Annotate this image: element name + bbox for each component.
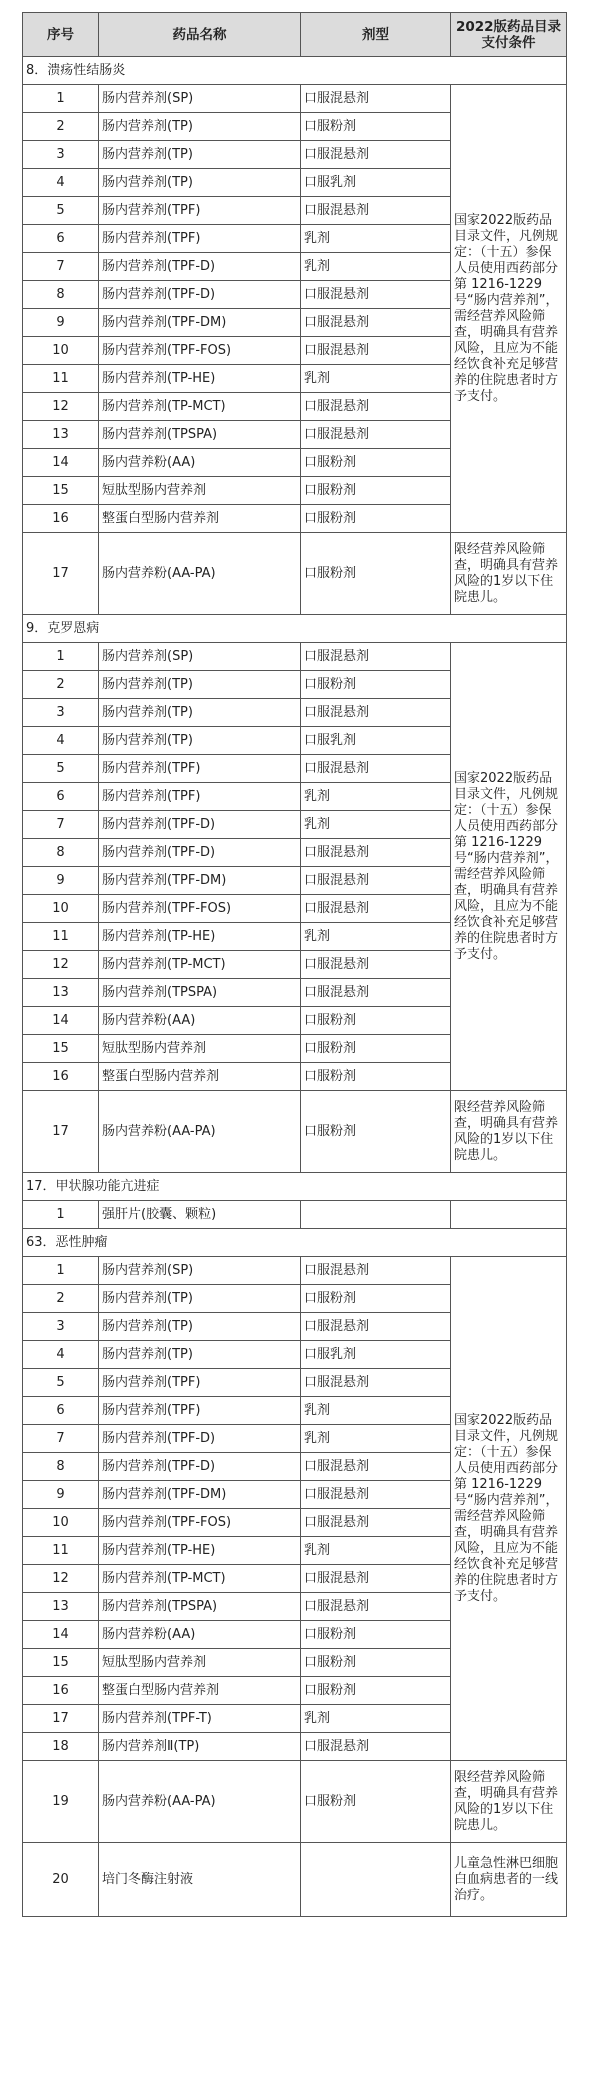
dosage-form: 乳剂	[301, 225, 451, 253]
row-number: 7	[23, 1425, 99, 1453]
table-row	[23, 1843, 567, 1917]
row-number: 13	[23, 979, 99, 1007]
drug-name: 肠内营养剂(SP)	[99, 85, 301, 113]
drug-list-table	[22, 12, 567, 1917]
drug-name: 肠内营养剂(TPF-FOS)	[99, 1509, 301, 1537]
dosage-form: 口服混悬剂	[301, 699, 451, 727]
dosage-form: 乳剂	[301, 1397, 451, 1425]
row-number: 9	[23, 309, 99, 337]
table-row	[23, 1257, 567, 1285]
dosage-form: 口服粉剂	[301, 113, 451, 141]
dosage-form: 口服混悬剂	[301, 1257, 451, 1285]
row-number: 13	[23, 421, 99, 449]
dosage-form: 口服乳剂	[301, 727, 451, 755]
dosage-form: 口服混悬剂	[301, 141, 451, 169]
drug-name: 肠内营养剂(TP-HE)	[99, 923, 301, 951]
dosage-form: 乳剂	[301, 811, 451, 839]
header-no: 序号	[23, 13, 99, 57]
dosage-form: 口服粉剂	[301, 1649, 451, 1677]
row-number: 12	[23, 951, 99, 979]
drug-name: 肠内营养剂(TP-HE)	[99, 365, 301, 393]
section-header-row	[23, 615, 567, 643]
row-number: 11	[23, 1537, 99, 1565]
row-number: 20	[23, 1843, 99, 1917]
drug-name: 肠内营养剂(TPF-T)	[99, 1705, 301, 1733]
drug-name: 肠内营养剂(TP)	[99, 1341, 301, 1369]
drug-name: 肠内营养剂(TP-MCT)	[99, 1565, 301, 1593]
dosage-form: 口服粉剂	[301, 1285, 451, 1313]
section-header-row	[23, 57, 567, 85]
drug-name: 肠内营养剂(TPF-D)	[99, 281, 301, 309]
drug-name: 短肽型肠内营养剂	[99, 1649, 301, 1677]
dosage-form: 口服混悬剂	[301, 1593, 451, 1621]
drug-name: 肠内营养剂(TP)	[99, 699, 301, 727]
table-row	[23, 85, 567, 113]
row-number: 16	[23, 1677, 99, 1705]
payment-condition: 国家2022版药品目录文件，凡例规定：（十五）参保人员使用西药部分第 1216-1229 号“肠内营养剂”，需经营养风险筛查，明确具有营养风险，且应为不能经饮食补充足够营养的住院患者时方予支付。	[451, 85, 567, 533]
drug-name: 肠内营养剂(TPF)	[99, 1369, 301, 1397]
row-number: 11	[23, 923, 99, 951]
table-body	[23, 57, 567, 1917]
drug-name: 肠内营养剂(TPF-DM)	[99, 867, 301, 895]
drug-name: 肠内营养剂(TP)	[99, 1285, 301, 1313]
row-number: 1	[23, 1201, 99, 1229]
drug-name: 肠内营养剂(TP)	[99, 1313, 301, 1341]
dosage-form: 口服混悬剂	[301, 337, 451, 365]
drug-name: 肠内营养剂(TP)	[99, 671, 301, 699]
drug-name: 肠内营养粉(AA)	[99, 1007, 301, 1035]
row-number: 2	[23, 113, 99, 141]
drug-name: 强肝片(胶囊、颗粒)	[99, 1201, 301, 1229]
row-number: 2	[23, 1285, 99, 1313]
row-number: 6	[23, 783, 99, 811]
section-title: 8．溃疡性结肠炎	[23, 57, 567, 85]
drug-name: 肠内营养剂(TPF-D)	[99, 839, 301, 867]
row-number: 1	[23, 85, 99, 113]
drug-name: 肠内营养剂Ⅱ(TP)	[99, 1733, 301, 1761]
dosage-form: 口服粉剂	[301, 449, 451, 477]
drug-name: 整蛋白型肠内营养剂	[99, 505, 301, 533]
row-number: 19	[23, 1761, 99, 1843]
drug-name: 肠内营养剂(TP-HE)	[99, 1537, 301, 1565]
dosage-form: 口服混悬剂	[301, 1481, 451, 1509]
dosage-form: 口服粉剂	[301, 1761, 451, 1843]
drug-name: 肠内营养剂(TPF)	[99, 197, 301, 225]
dosage-form	[301, 1843, 451, 1917]
row-number: 12	[23, 393, 99, 421]
header-name: 药品名称	[99, 13, 301, 57]
dosage-form: 口服粉剂	[301, 1677, 451, 1705]
dosage-form: 口服粉剂	[301, 1621, 451, 1649]
drug-name: 培门冬酶注射液	[99, 1843, 301, 1917]
drug-name: 肠内营养粉(AA-PA)	[99, 1761, 301, 1843]
row-number: 16	[23, 505, 99, 533]
row-number: 17	[23, 1705, 99, 1733]
payment-condition	[451, 1201, 567, 1229]
drug-name: 肠内营养剂(TPF)	[99, 225, 301, 253]
dosage-form: 口服混悬剂	[301, 1509, 451, 1537]
drug-name: 短肽型肠内营养剂	[99, 1035, 301, 1063]
drug-name: 肠内营养粉(AA-PA)	[99, 533, 301, 615]
table-row	[23, 643, 567, 671]
row-number: 8	[23, 281, 99, 309]
row-number: 10	[23, 895, 99, 923]
dosage-form: 口服乳剂	[301, 169, 451, 197]
section-title: 63．恶性肿瘤	[23, 1229, 567, 1257]
dosage-form: 口服粉剂	[301, 477, 451, 505]
dosage-form: 口服混悬剂	[301, 85, 451, 113]
dosage-form: 口服混悬剂	[301, 1369, 451, 1397]
payment-condition: 国家2022版药品目录文件，凡例规定：（十五）参保人员使用西药部分第 1216-1229 号“肠内营养剂”，需经营养风险筛查，明确具有营养风险，且应为不能经饮食补充足够营养的住院患者时方予支付。	[451, 1257, 567, 1761]
drug-name: 肠内营养剂(TPF)	[99, 783, 301, 811]
drug-name: 肠内营养剂(TPF-D)	[99, 1425, 301, 1453]
table-row	[23, 533, 567, 615]
row-number: 13	[23, 1593, 99, 1621]
row-number: 10	[23, 1509, 99, 1537]
dosage-form: 口服混悬剂	[301, 421, 451, 449]
row-number: 4	[23, 727, 99, 755]
drug-name: 肠内营养剂(SP)	[99, 1257, 301, 1285]
row-number: 14	[23, 1007, 99, 1035]
dosage-form: 乳剂	[301, 1705, 451, 1733]
drug-name: 肠内营养剂(TPF)	[99, 755, 301, 783]
dosage-form: 口服混悬剂	[301, 393, 451, 421]
table-row	[23, 1091, 567, 1173]
section-header-row	[23, 1229, 567, 1257]
dosage-form: 口服粉剂	[301, 1007, 451, 1035]
row-number: 14	[23, 1621, 99, 1649]
drug-name: 肠内营养剂(TPF-D)	[99, 1453, 301, 1481]
row-number: 7	[23, 811, 99, 839]
drug-name: 肠内营养剂(TP)	[99, 141, 301, 169]
drug-name: 整蛋白型肠内营养剂	[99, 1063, 301, 1091]
row-number: 5	[23, 1369, 99, 1397]
row-number: 15	[23, 1035, 99, 1063]
dosage-form	[301, 1201, 451, 1229]
drug-name: 肠内营养剂(TPSPA)	[99, 979, 301, 1007]
table-header-row	[23, 13, 567, 57]
row-number: 14	[23, 449, 99, 477]
dosage-form: 乳剂	[301, 783, 451, 811]
payment-condition: 儿童急性淋巴细胞白血病患者的一线治疗。	[451, 1843, 567, 1917]
row-number: 18	[23, 1733, 99, 1761]
dosage-form: 口服混悬剂	[301, 281, 451, 309]
dosage-form: 口服混悬剂	[301, 895, 451, 923]
row-number: 8	[23, 839, 99, 867]
drug-name: 肠内营养剂(TP-MCT)	[99, 951, 301, 979]
drug-name: 肠内营养剂(TP-MCT)	[99, 393, 301, 421]
row-number: 10	[23, 337, 99, 365]
section-title: 17．甲状腺功能亢进症	[23, 1173, 567, 1201]
row-number: 16	[23, 1063, 99, 1091]
dosage-form: 口服混悬剂	[301, 1313, 451, 1341]
row-number: 15	[23, 477, 99, 505]
dosage-form: 乳剂	[301, 1537, 451, 1565]
drug-name: 肠内营养粉(AA-PA)	[99, 1091, 301, 1173]
row-number: 3	[23, 141, 99, 169]
drug-name: 肠内营养粉(AA)	[99, 1621, 301, 1649]
dosage-form: 口服混悬剂	[301, 1565, 451, 1593]
drug-name: 肠内营养剂(TP)	[99, 113, 301, 141]
table-row	[23, 1761, 567, 1843]
drug-name: 整蛋白型肠内营养剂	[99, 1677, 301, 1705]
dosage-form: 口服混悬剂	[301, 951, 451, 979]
row-number: 3	[23, 699, 99, 727]
row-number: 11	[23, 365, 99, 393]
dosage-form: 乳剂	[301, 365, 451, 393]
payment-condition: 限经营养风险筛查，明确具有营养风险的1岁以下住院患儿。	[451, 533, 567, 615]
row-number: 6	[23, 225, 99, 253]
row-number: 1	[23, 643, 99, 671]
row-number: 6	[23, 1397, 99, 1425]
section-title: 9．克罗恩病	[23, 615, 567, 643]
drug-name: 肠内营养剂(TPF-FOS)	[99, 895, 301, 923]
dosage-form: 口服粉剂	[301, 533, 451, 615]
dosage-form: 口服混悬剂	[301, 309, 451, 337]
row-number: 3	[23, 1313, 99, 1341]
dosage-form: 乳剂	[301, 923, 451, 951]
header-form: 剂型	[301, 13, 451, 57]
drug-name: 肠内营养剂(TPSPA)	[99, 1593, 301, 1621]
dosage-form: 口服粉剂	[301, 1035, 451, 1063]
dosage-form: 口服乳剂	[301, 1341, 451, 1369]
drug-name: 肠内营养粉(AA)	[99, 449, 301, 477]
drug-name: 肠内营养剂(TPF-D)	[99, 811, 301, 839]
row-number: 7	[23, 253, 99, 281]
row-number: 9	[23, 1481, 99, 1509]
drug-name: 短肽型肠内营养剂	[99, 477, 301, 505]
row-number: 17	[23, 533, 99, 615]
row-number: 17	[23, 1091, 99, 1173]
row-number: 4	[23, 169, 99, 197]
row-number: 8	[23, 1453, 99, 1481]
dosage-form: 口服混悬剂	[301, 867, 451, 895]
payment-condition: 国家2022版药品目录文件，凡例规定：（十五）参保人员使用西药部分第 1216-1229 号“肠内营养剂”，需经营养风险筛查，明确具有营养风险，且应为不能经饮食补充足够营养的住院患者时方予支付。	[451, 643, 567, 1091]
row-number: 15	[23, 1649, 99, 1677]
row-number: 12	[23, 1565, 99, 1593]
row-number: 9	[23, 867, 99, 895]
section-header-row	[23, 1173, 567, 1201]
row-number: 1	[23, 1257, 99, 1285]
drug-name: 肠内营养剂(TPF-D)	[99, 253, 301, 281]
dosage-form: 口服混悬剂	[301, 643, 451, 671]
row-number: 2	[23, 671, 99, 699]
dosage-form: 口服混悬剂	[301, 755, 451, 783]
row-number: 5	[23, 755, 99, 783]
drug-name: 肠内营养剂(TP)	[99, 169, 301, 197]
dosage-form: 口服混悬剂	[301, 1733, 451, 1761]
drug-name: 肠内营养剂(TP)	[99, 727, 301, 755]
row-number: 5	[23, 197, 99, 225]
dosage-form: 口服混悬剂	[301, 839, 451, 867]
dosage-form: 口服粉剂	[301, 1091, 451, 1173]
drug-name: 肠内营养剂(SP)	[99, 643, 301, 671]
dosage-form: 口服混悬剂	[301, 979, 451, 1007]
header-condition: 2022版药品目录支付条件	[451, 13, 567, 57]
dosage-form: 口服粉剂	[301, 671, 451, 699]
table-row	[23, 1201, 567, 1229]
payment-condition: 限经营养风险筛查，明确具有营养风险的1岁以下住院患儿。	[451, 1761, 567, 1843]
drug-name: 肠内营养剂(TPSPA)	[99, 421, 301, 449]
drug-name: 肠内营养剂(TPF-DM)	[99, 309, 301, 337]
row-number: 4	[23, 1341, 99, 1369]
dosage-form: 口服粉剂	[301, 1063, 451, 1091]
dosage-form: 乳剂	[301, 253, 451, 281]
dosage-form: 口服粉剂	[301, 505, 451, 533]
payment-condition: 限经营养风险筛查，明确具有营养风险的1岁以下住院患儿。	[451, 1091, 567, 1173]
dosage-form: 乳剂	[301, 1425, 451, 1453]
dosage-form: 口服混悬剂	[301, 1453, 451, 1481]
drug-name: 肠内营养剂(TPF)	[99, 1397, 301, 1425]
drug-name: 肠内营养剂(TPF-FOS)	[99, 337, 301, 365]
drug-name: 肠内营养剂(TPF-DM)	[99, 1481, 301, 1509]
dosage-form: 口服混悬剂	[301, 197, 451, 225]
